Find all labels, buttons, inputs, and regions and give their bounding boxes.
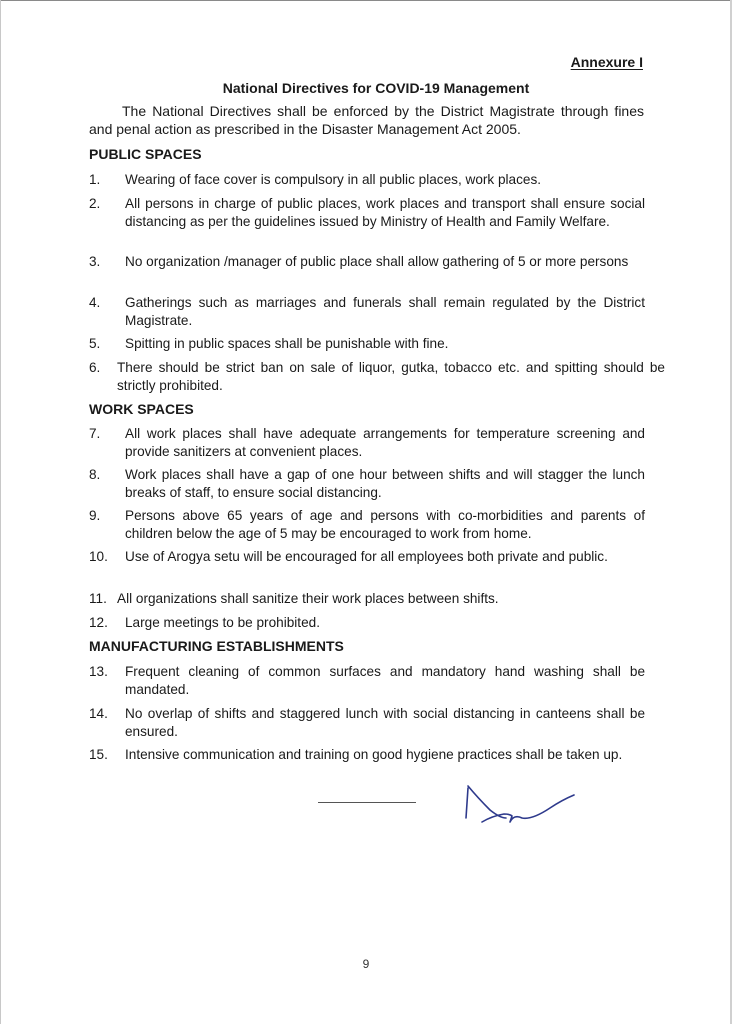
item-number: 9. [89,508,101,523]
list-item [89,466,645,501]
list-item [89,359,665,394]
item-text: Large meetings to be prohibited. [125,615,320,630]
item-text: Gatherings such as marriages and funerals shall remain regulated by the District Magistrate. [125,295,645,328]
item-number: 11. [89,591,107,606]
item-number: 7. [89,426,101,441]
item-number: 2. [89,196,101,211]
item-text: No overlap of shifts and staggered lunch with social distancing in canteens shall be ensured. [125,706,645,739]
item-text: Spitting in public spaces shall be punishable with fine. [125,336,449,351]
item-text: Use of Arogya setu will be encouraged for all employees both private and public. [125,549,608,564]
list-item [89,195,645,230]
item-number: 3. [89,254,101,269]
item-text: All work places shall have adequate arrangements for temperature screening and provide sanitizers at convenient places. [125,426,645,459]
item-text: Frequent cleaning of common surfaces and mandatory hand washing shall be mandated. [125,664,645,697]
list-item [89,294,645,329]
document-title: National Directives for COVID-19 Management [222,80,530,96]
intro-paragraph: The National Directives shall be enforced by the District Magistrate through fines and penal action as prescribed in the Disaster Management Act 2005. [89,103,644,137]
list-item [89,171,645,189]
signature-icon [460,780,580,845]
list-item [89,335,645,353]
list-item [89,590,645,608]
list-item [89,746,645,764]
list-item [89,548,645,566]
item-number: 4. [89,295,101,310]
item-text: No organization /manager of public place shall allow gathering of 5 or more persons [125,254,629,269]
item-number: 12. [89,615,108,630]
item-text: There should be strict ban on sale of liquor, gutka, tobacco etc. and spitting should be strictly prohibited. [117,360,665,393]
item-number: 1. [89,172,101,187]
item-text: Work places shall have a gap of one hour between shifts and will stagger the lunch breaks of staff, to ensure social distancing. [125,467,645,500]
item-number: 8. [89,467,101,482]
item-number: 6. [89,360,101,375]
list-item [89,614,645,632]
item-text: All persons in charge of public places, work places and transport shall ensure social distancing as per the guidelines issued by Ministry of Health and Family Welfare. [125,196,645,229]
item-number: 10. [89,549,108,564]
item-number: 13. [89,664,108,679]
list-item [89,663,645,698]
section-heading-public-spaces: PUBLIC SPACES [89,146,202,162]
item-text: Wearing of face cover is compulsory in all public places, work places. [125,172,542,187]
section-heading-work-spaces: WORK SPACES [89,401,194,417]
item-number: 5. [89,336,101,351]
item-text: All organizations shall sanitize their work places between shifts. [117,591,499,606]
item-number: 15. [89,747,108,762]
list-item [89,425,645,460]
page-edge-left [0,0,1,1024]
item-number: 14. [89,706,108,721]
item-text: Persons above 65 years of age and persons with co-morbidities and parents of children below the age of 5 may be encouraged to work from home. [125,508,645,541]
list-item [89,253,645,271]
list-item [89,705,645,740]
signature-line [318,802,416,803]
section-heading-manufacturing: MANUFACTURING ESTABLISHMENTS [89,638,344,654]
annexure-label: Annexure I [570,54,643,70]
page-edge-top [0,0,732,1]
page-number: 9 [362,957,370,971]
list-item [89,507,645,542]
item-text: Intensive communication and training on good hygiene practices shall be taken up. [125,747,623,762]
